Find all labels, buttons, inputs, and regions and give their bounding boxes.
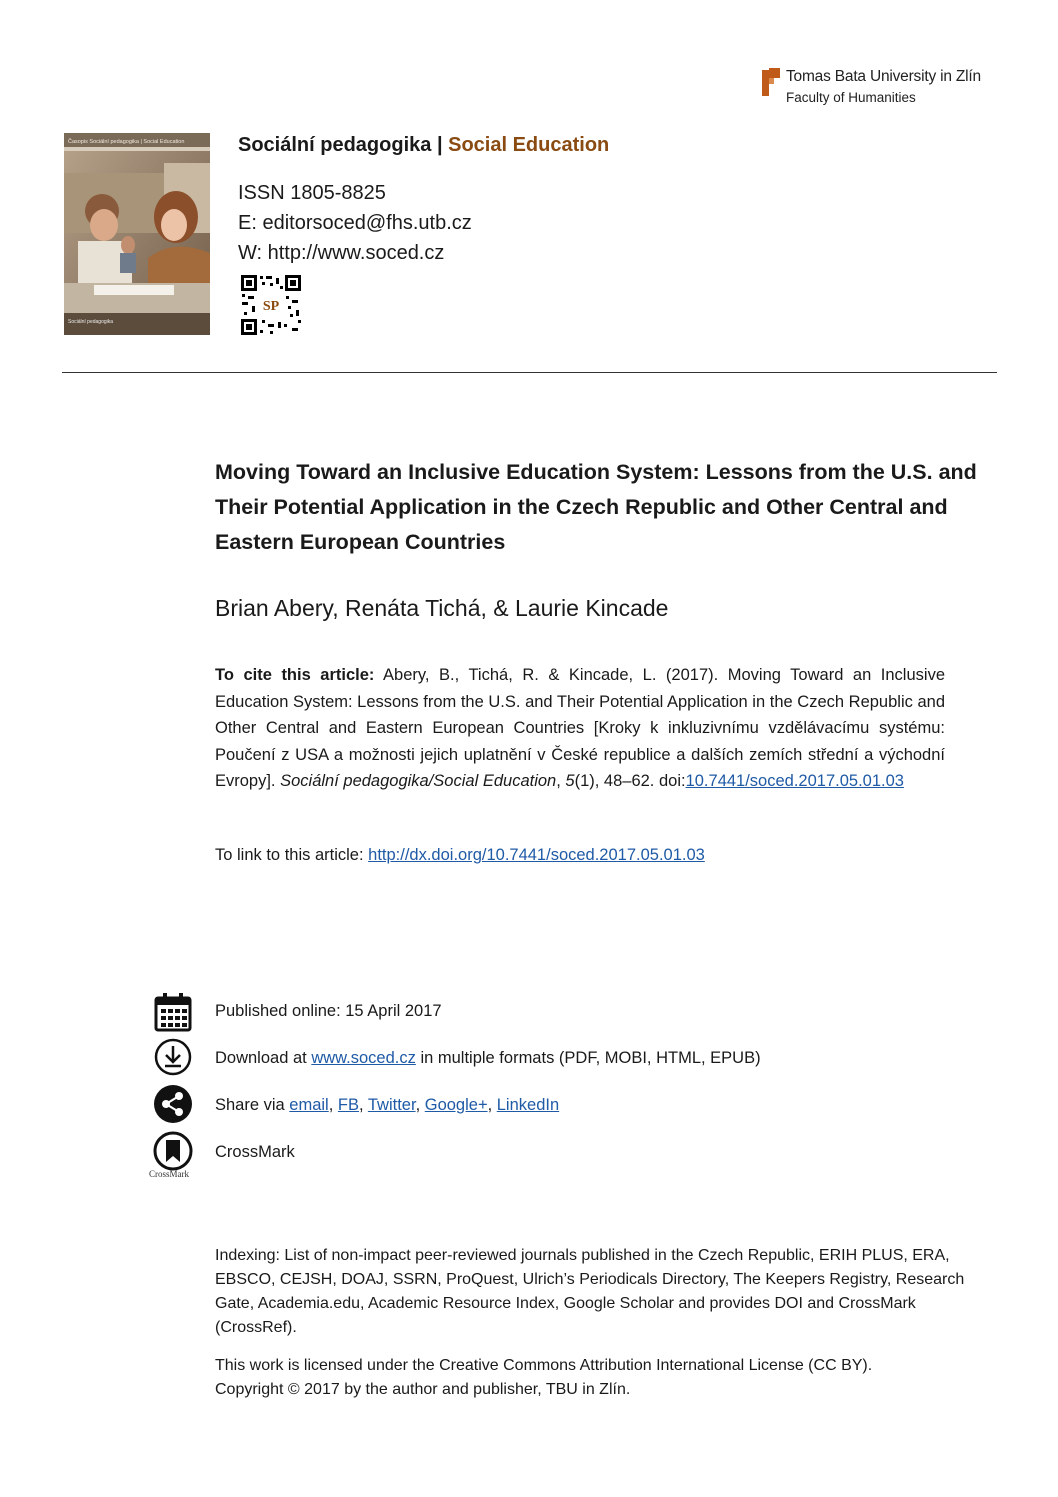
share-line xyxy=(215,1096,559,1115)
article-authors: Brian Abery, Renáta Tichá, & Laurie Kincade xyxy=(215,595,669,621)
share-twitter-link[interactable]: Twitter xyxy=(367,1096,416,1114)
share-prefix: Share via xyxy=(215,1096,290,1114)
citation-text: Abery, B., Tichá, R. & Kincade, L. (2017). Moving Toward an Inclusive Education System: Lessons from the U.S. and Their Potential Application in the Czech Republic and Other Central and Eastern European Countries [Kroky k inkluzivnímu vzdělávacímu systému: Poučení z USA a možnosti jejich uplatnění v České republice a dalších zemích střední a východní Evropy]. xyxy=(215,666,945,790)
cover-header-text: Časopis Sociální pedagogika | Social Education xyxy=(68,139,185,145)
share-googleplus-link[interactable]: Google+ xyxy=(424,1096,488,1114)
citation-label: To cite this article: xyxy=(215,666,375,684)
license-line: This work is licensed under the Creative Commons Attribution International License (CC BY). xyxy=(215,1357,873,1374)
journal-name-separator: | xyxy=(431,134,449,156)
article-link-label: To link to this article: xyxy=(215,846,369,864)
download-line xyxy=(215,1049,761,1068)
share-separator: , xyxy=(487,1096,497,1114)
article-link-line xyxy=(215,846,705,865)
crossmark-icon[interactable] xyxy=(153,1131,193,1171)
share-email-link[interactable]: email xyxy=(289,1096,329,1114)
share-icon[interactable] xyxy=(153,1084,193,1124)
share-linkedin-link[interactable]: LinkedIn xyxy=(496,1096,560,1114)
download-link[interactable]: www.soced.cz xyxy=(311,1049,416,1067)
share-separator: , xyxy=(415,1096,425,1114)
download-icon[interactable] xyxy=(153,1037,193,1077)
journal-title xyxy=(238,134,609,157)
citation-paragraph xyxy=(215,662,945,795)
journal-name-en: Social Education xyxy=(448,134,610,156)
published-date: Published online: 15 April 2017 xyxy=(215,1002,442,1020)
journal-email[interactable]: E: editorsoced@fhs.utb.cz xyxy=(238,212,472,234)
download-prefix: Download at xyxy=(215,1049,312,1067)
crossmark-icon-label: CrossMark xyxy=(149,1169,189,1179)
citation-sep: , xyxy=(556,772,566,790)
share-separator: , xyxy=(359,1096,368,1114)
qr-code-icon[interactable] xyxy=(240,274,302,336)
article-title: Moving Toward an Inclusive Education System: Lessons from the U.S. and Their Potential Application in the Czech Republic and Other Central and Eastern European Countries xyxy=(215,460,977,554)
share-separator: , xyxy=(328,1096,338,1114)
citation-journal: Sociální pedagogika/Social Education xyxy=(280,772,557,790)
copyright-line: Copyright © 2017 by the author and publisher, TBU in Zlín. xyxy=(215,1381,631,1398)
license-paragraph xyxy=(215,1354,985,1402)
citation-pages: (1), 48–62. doi: xyxy=(574,772,686,790)
citation-doi-link[interactable]: 10.7441/soced.2017.05.01.03 xyxy=(685,772,904,790)
cover-footer-text: Sociální pedagogika xyxy=(68,319,114,325)
share-fb-link[interactable]: FB xyxy=(337,1096,359,1114)
indexing-paragraph: Indexing: List of non-impact peer-reviewed journals published in the Czech Republic, ERIH PLUS, ERA, EBSCO, CEJSH, DOAJ, SSRN, ProQuest, Ulrich’s Periodicals Directory, The Keepers Registry, Research Gate, Academia.edu, Academic Resource Index, Google Scholar and provides DOI and CrossMark (CrossRef). xyxy=(215,1247,965,1336)
qr-logo-text: SP xyxy=(262,299,280,314)
download-suffix: in multiple formats (PDF, MOBI, HTML, EPUB) xyxy=(415,1049,761,1067)
journal-name-cz: Sociální pedagogika xyxy=(238,134,432,156)
journal-website[interactable]: W: http://www.soced.cz xyxy=(238,242,445,264)
faculty-name: Faculty of Humanities xyxy=(786,90,916,105)
university-logo-icon xyxy=(762,68,780,96)
article-doi-url[interactable]: http://dx.doi.org/10.7441/soced.2017.05.01.03 xyxy=(368,846,705,864)
citation-volume: 5 xyxy=(565,772,575,790)
calendar-icon xyxy=(153,992,193,1032)
journal-cover-image xyxy=(64,133,210,335)
university-name: Tomas Bata University in Zlín xyxy=(786,68,981,85)
journal-issn: ISSN 1805-8825 xyxy=(238,182,386,204)
crossmark-text[interactable]: CrossMark xyxy=(215,1143,295,1161)
header-divider xyxy=(62,372,997,373)
